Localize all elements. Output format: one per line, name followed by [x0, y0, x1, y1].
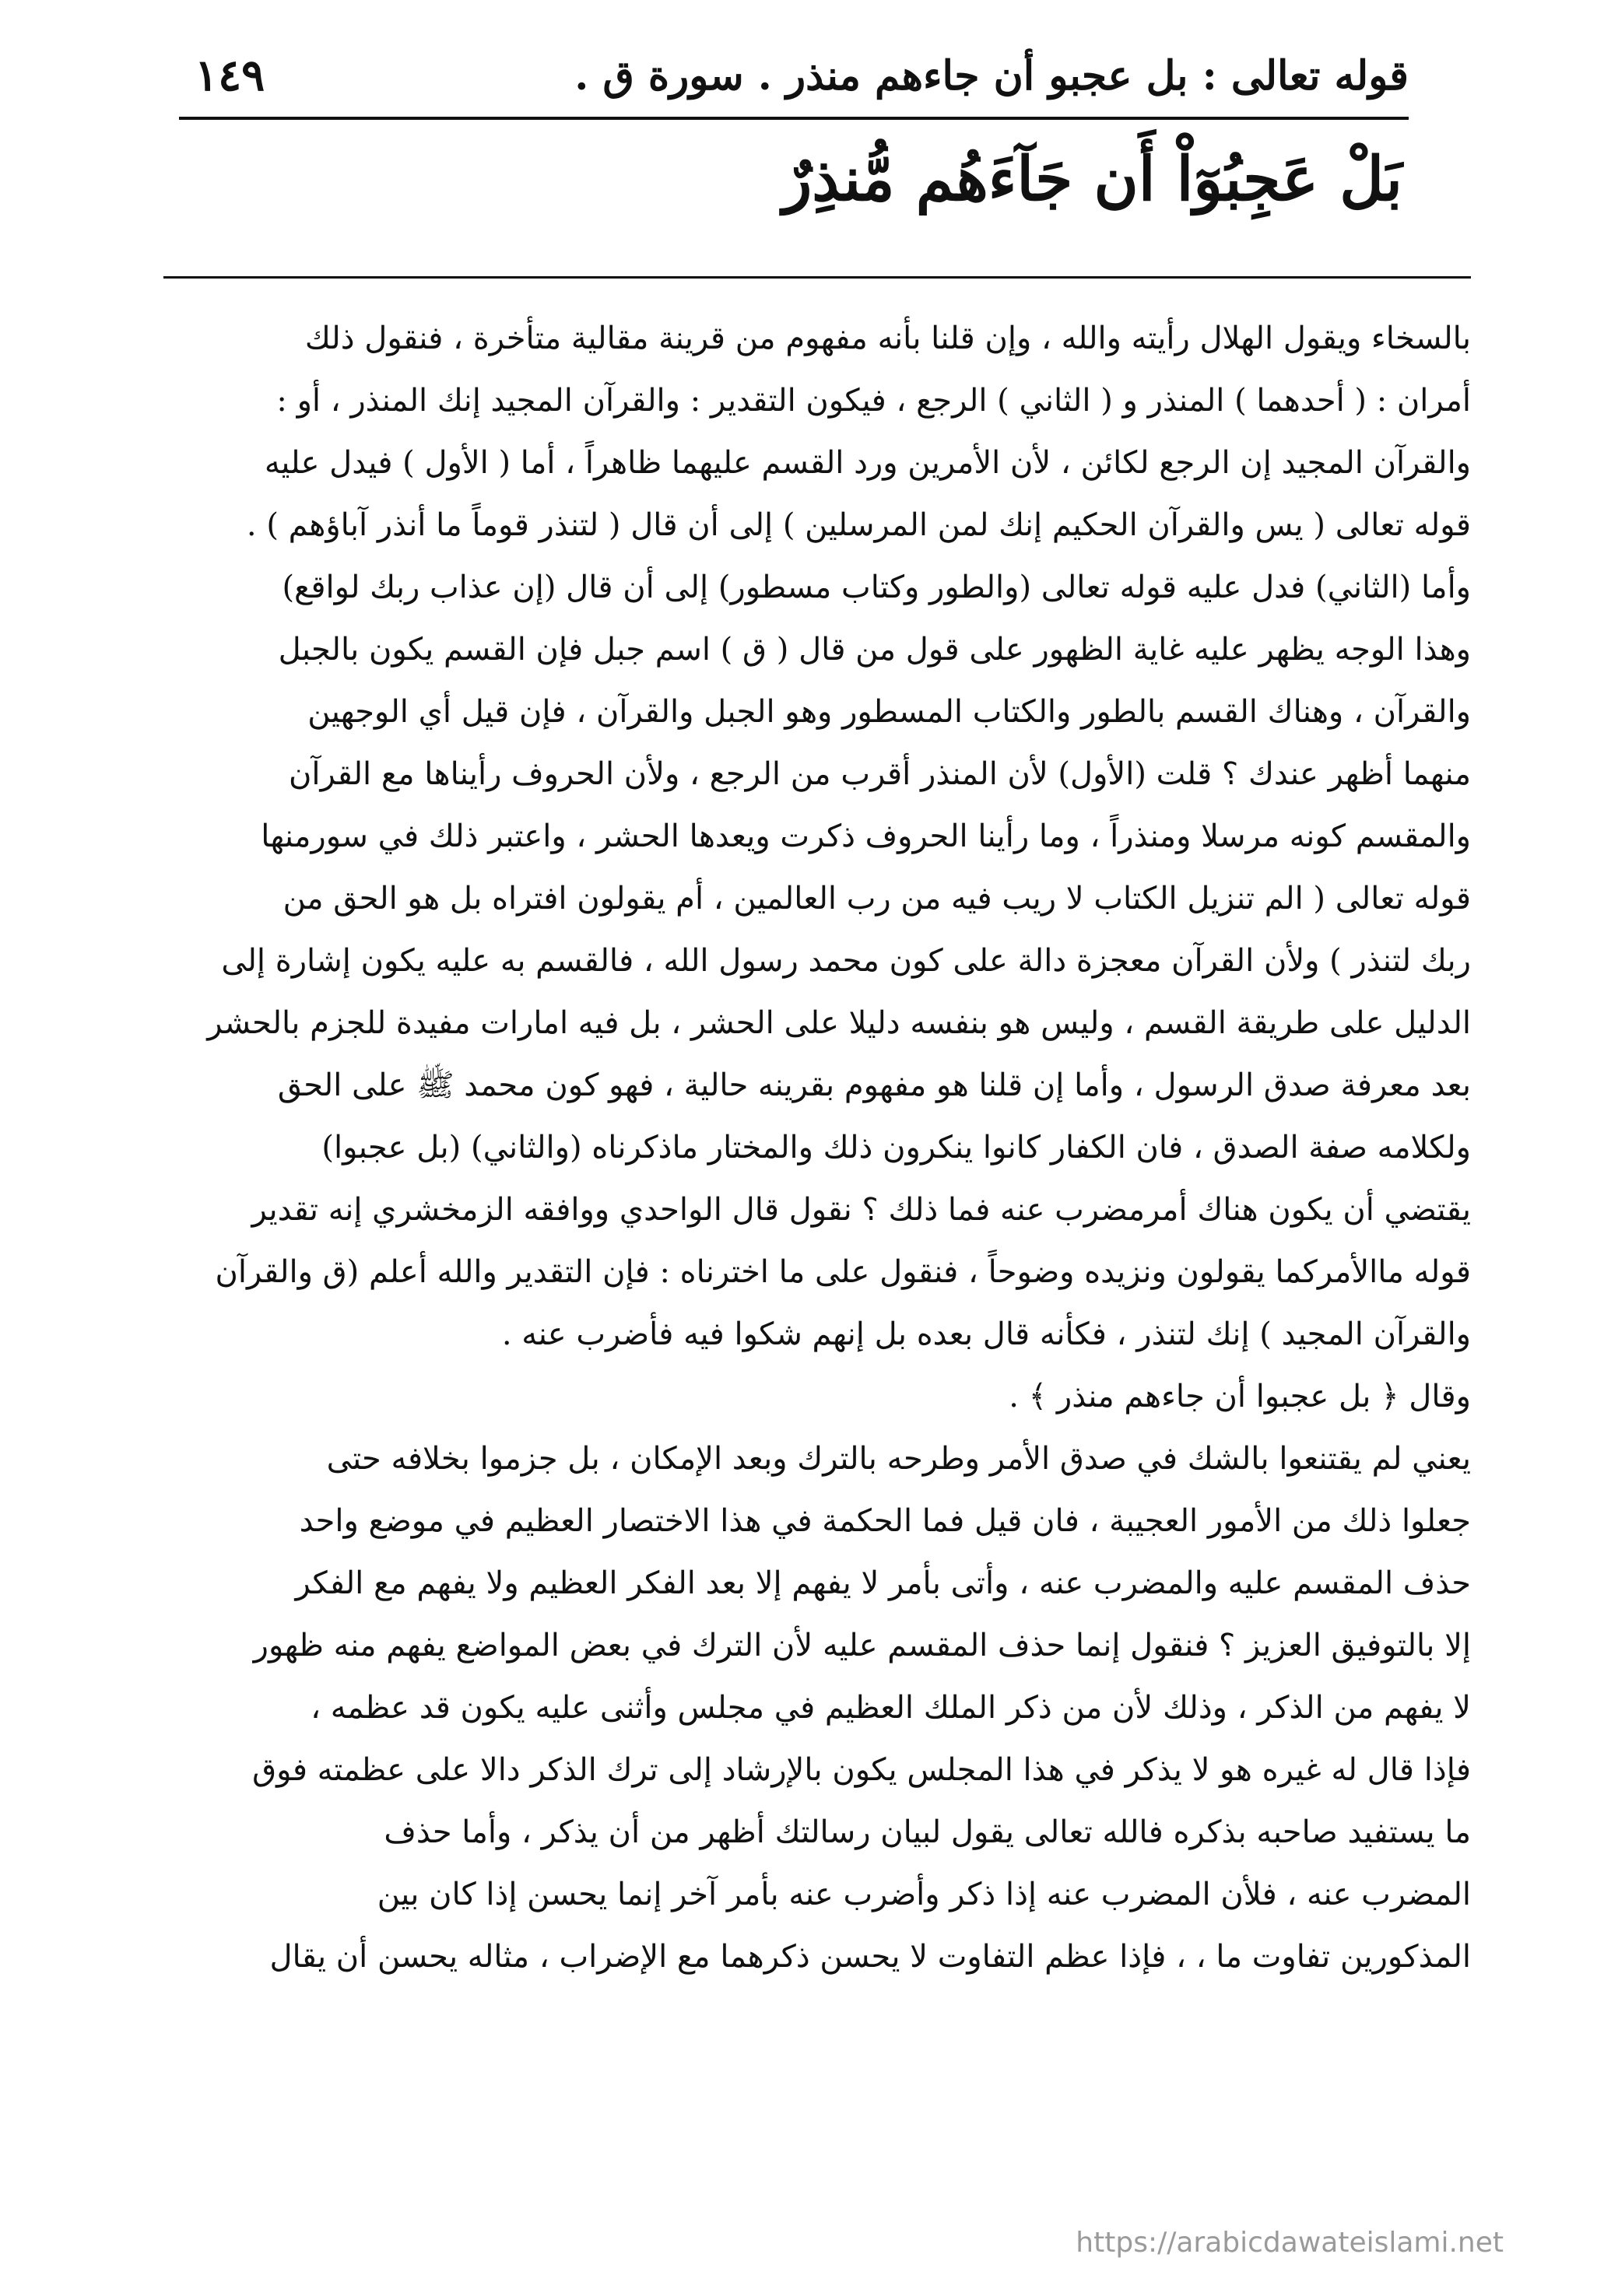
- body-text: [163, 307, 1471, 1988]
- text-line: قوله تعالى ( الم تنزيل الكتاب لا ريب فيه من رب العالمين ، أم يقولون افتراه بل هو الحق من: [283, 881, 1471, 917]
- text-line: ما يستفيد صاحبه بذكره فالله تعالى يقول لبيان رسالتك أظهر من أن يذكر ، وأما حذف: [384, 1814, 1471, 1850]
- text-line: والمقسم كونه مرسلا ومنذراً ، وما رأينا الحروف ذكرت ويعدها الحشر ، واعتبر ذلك في سورمنها: [261, 818, 1471, 854]
- text-line: بالسخاء ويقول الهلال رأيته والله ، وإن قلنا بأنه مفهوم من قرينة مقالية متأخرة ، فنقول ذلك: [304, 321, 1471, 356]
- text-line: يعني لم يقتنعوا بالشك في صدق الأمر وطرحه بالترك وبعد الإمكان ، بل جزموا بخلافه حتى: [326, 1441, 1471, 1477]
- text-line: والقرآن المجيد إن الرجع لكائن ، لأن الأمرين ورد القسم عليهما ظاهراً ، أما ( الأول ) فيدل عليه: [264, 445, 1471, 481]
- text-line: لا يفهم من الذكر ، وذلك لأن من ذكر الملك العظيم في مجلس وأثنى عليه يكون قد عظمه ،: [311, 1690, 1471, 1726]
- text-line: قوله ماالأمركما يقولون ونزيده وضوحاً ، فنقول على ما اخترناه : فإن التقدير والله أعلم (ق والقرآن: [215, 1254, 1471, 1290]
- watermark: https://arabicdawateislami.net: [1076, 2227, 1504, 2259]
- verse-heading: بَلْ عَجِبُوٓاْ أَن جَآءَهُم مُّنذِرٌ: [782, 144, 1402, 215]
- text-line: والقرآن المجيد ) إنك لتنذر ، فكأنه قال بعده بل إنهم شكوا فيه فأضرب عنه .: [501, 1316, 1471, 1352]
- running-title: قوله تعالى : بل عجبو أن جاءهم منذر . سورة ق .: [574, 51, 1409, 100]
- text-line: والقرآن ، وهناك القسم بالطور والكتاب المسطور وهو الجبل والقرآن ، فإن قيل أي الوجهين: [307, 694, 1471, 730]
- running-header: [179, 33, 1409, 118]
- text-line: حذف المقسم عليه والمضرب عنه ، وأتى بأمر لا يفهم إلا بعد الفكر العظيم ولا يفهم مع الفكر: [295, 1565, 1471, 1601]
- text-line: ولكلامه صفة الصدق ، فان الكفار كانوا ينكرون ذلك والمختار ماذكرناه (والثاني) (بل عجبوا): [321, 1130, 1471, 1166]
- section-rule: [163, 276, 1471, 279]
- text-line: وهذا الوجه يظهر عليه غاية الظهور على قول من قال ( ق ) اسم جبل فإن القسم يكون بالجبل: [278, 632, 1471, 668]
- text-line: منهما أظهر عندك ؟ قلت (الأول) لأن المنذر أقرب من الرجع ، ولأن الحروف رأيناها مع القرآن: [289, 756, 1471, 792]
- text-line: المضرب عنه ، فلأن المضرب عنه إذا ذكر وأضرب عنه بأمر آخر إنما يحسن إذا كان بين: [377, 1877, 1471, 1912]
- text-line: ربك لتنذر ) ولأن القرآن معجزة دالة على كون محمد رسول الله ، فالقسم به عليه يكون إشارة إلى: [221, 943, 1471, 979]
- text-line: جعلوا ذلك من الأمور العجيبة ، فان قيل فما الحكمة في هذا الاختصار العظيم في موضع واحد: [299, 1503, 1471, 1539]
- text-line: الدليل على طريقة القسم ، وليس هو بنفسه دليلا على الحشر ، بل فيه امارات مفيدة للجزم بالحشر: [207, 1005, 1471, 1041]
- text-line: أمران : ( أحدهما ) المنذر و ( الثاني ) الرجع ، فيكون التقدير : والقرآن المجيد إنك المنذر ، أو :: [276, 383, 1471, 419]
- text-line: وقال ﴿ بل عجبوا أن جاءهم منذر ﴾ .: [1009, 1379, 1471, 1414]
- text-line: وأما (الثاني) فدل عليه قوله تعالى (والطور وكتاب مسطور) إلى أن قال (إن عذاب ربك لواقع): [282, 570, 1471, 605]
- text-line: يقتضي أن يكون هناك أمرمضرب عنه فما ذلك ؟ نقول قال الواحدي ووافقه الزمخشري إنه تقدير: [251, 1192, 1471, 1228]
- text-line: فإذا قال له غيره هو لا يذكر في هذا المجلس يكون بالإرشاد إلى ترك الذكر دالا على عظمته فوق: [252, 1752, 1471, 1788]
- text-line: المذكورين تفاوت ما ، ، فإذا عظم التفاوت لا يحسن ذكرهما مع الإضراب ، مثاله يحسن أن يقال: [269, 1939, 1471, 1975]
- text-line: إلا بالتوفيق العزيز ؟ فنقول إنما حذف المقسم عليه لأن الترك في بعض المواضع يفهم منه ظهور: [253, 1628, 1471, 1663]
- text-line: قوله تعالى ( يس والقرآن الحكيم إنك لمن المرسلين ) إلى أن قال ( لتنذر قوماً ما أنذر آباؤهم ) .: [246, 507, 1471, 543]
- text-line: بعد معرفة صدق الرسول ، وأما إن قلنا هو مفهوم بقرينه حالية ، فهو كون محمد ﷺ على الحق: [277, 1067, 1471, 1103]
- header-rule: [179, 117, 1409, 120]
- page-number: ١٤٩: [195, 50, 265, 101]
